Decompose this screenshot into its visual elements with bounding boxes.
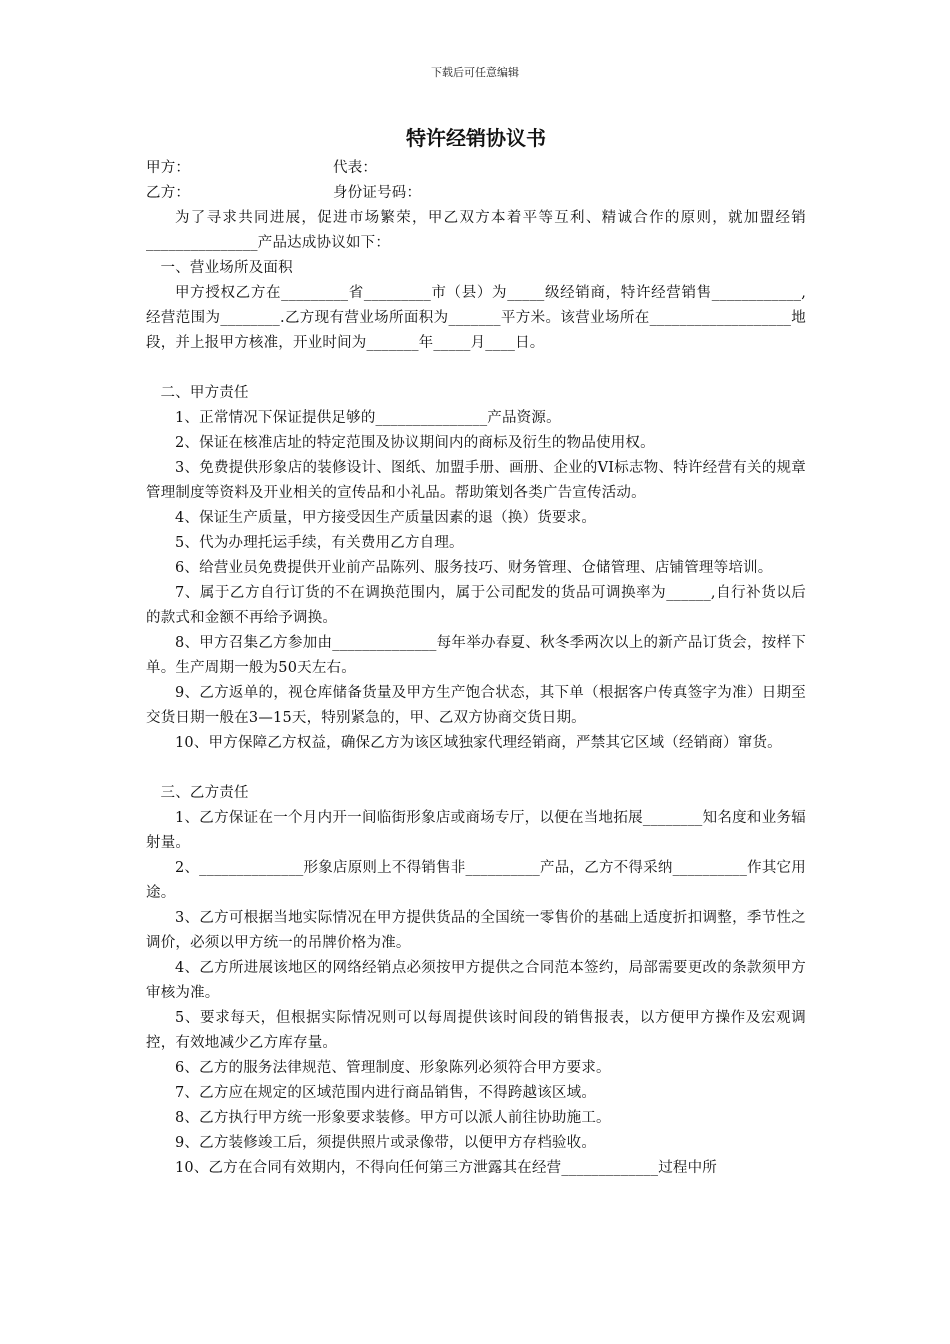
section3-item: 9、乙方装修竣工后，须提供照片或录像带，以便甲方存档验收。 [175, 1135, 597, 1151]
document-title: 特许经销协议书 [406, 126, 546, 150]
section2-item: 4、保证生产质量，甲方接受因生产质量因素的退（换）货要求。 [175, 510, 597, 526]
party-row-b [146, 181, 806, 206]
section3-item: 2、______________形象店原则上不得销售非__________产品，乙方不得采纳__________作其它用途。 [146, 860, 806, 901]
party-row-a [146, 156, 806, 181]
party-b-label: 乙方： [146, 185, 191, 201]
section2-item: 10、甲方保障乙方权益，确保乙方为该区域独家代理经销商，严禁其它区域（经销商）窜货。 [175, 735, 782, 751]
section3-item: 6、乙方的服务法律规范、管理制度、形象陈列必须符合甲方要求。 [175, 1060, 611, 1076]
section3-item: 4、乙方所进展该地区的网络经销点必须按甲方提供之合同范本签约，局部需要更改的条款须甲方审核为准。 [146, 960, 806, 1001]
section2-heading: 二、甲方责任 [160, 385, 249, 401]
section2-item: 3、免费提供形象店的装修设计、图纸、加盟手册、画册、企业的VI标志物、特许经营有关的规章管理制度等资料及开业相关的宣传品和小礼品。帮助策划各类广告宣传活动。 [146, 460, 806, 501]
section2-item: 6、给营业员免费提供开业前产品陈列、服务技巧、财务管理、仓储管理、店铺管理等培训。 [175, 560, 773, 576]
section2-item: 1、正常情况下保证提供足够的_______________产品资源。 [175, 410, 561, 426]
section3-item: 3、乙方可根据当地实际情况在甲方提供货品的全国统一零售价的基础上适度折扣调整，季节性之调价，必须以甲方统一的吊牌价格为准。 [146, 910, 806, 951]
id-number-label: 身份证号码： [333, 185, 422, 201]
representative-label: 代表： [333, 160, 378, 176]
section2-item: 7、属于乙方自行订货的不在调换范围内，属于公司配发的货品可调换率为______,自行补货以后的款式和金额不再给予调换。 [146, 585, 806, 626]
section2-item: 5、代为办理托运手续，有关费用乙方自理。 [175, 535, 464, 551]
section3-heading: 三、乙方责任 [160, 785, 249, 801]
section1-text: 甲方授权乙方在_________省_________市（县）为_____级经销商，特许经营销售____________,经营范围为________.乙方现有营业场所面积为_______平方米。该营业场所在___________________地段，并上报甲方核准，开业时间为_______年_____月____日。 [146, 285, 806, 351]
section3-item: 8、乙方执行甲方统一形象要求装修。甲方可以派人前往协助施工。 [175, 1110, 611, 1126]
intro-paragraph: 为了寻求共同进展，促进市场繁荣，甲乙双方本着平等互利、精诚合作的原则，就加盟经销_______________产品达成协议如下： [146, 210, 806, 251]
section2-item: 9、乙方返单的，视仓库储备货量及甲方生产饱合状态，其下单（根据客户传真签字为准）日期至交货日期一般在3—15天，特别紧急的，甲、乙双方协商交货日期。 [146, 685, 806, 726]
section3-item: 7、乙方应在规定的区域范围内进行商品销售，不得跨越该区域。 [175, 1085, 597, 1101]
header-note: 下载后可任意编辑 [431, 66, 519, 79]
section1-heading: 一、营业场所及面积 [160, 260, 293, 276]
section3-item: 5、要求每天，但根据实际情况则可以每周提供该时间段的销售报表，以方便甲方操作及宏观调控，有效地减少乙方库存量。 [146, 1010, 806, 1051]
section3-item: 1、乙方保证在一个月内开一间临街形象店或商场专厅，以便在当地拓展________知名度和业务辐射量。 [146, 810, 806, 851]
section3-item: 10、乙方在合同有效期内，不得向任何第三方泄露其在经营_____________过程中所 [175, 1160, 717, 1176]
party-a-label: 甲方： [146, 160, 191, 176]
section2-item: 2、保证在核准店址的特定范围及协议期间内的商标及衍生的物品使用权。 [175, 435, 655, 451]
section2-item: 8、甲方召集乙方参加由______________每年举办春夏、秋冬季两次以上的新产品订货会，按样下单。生产周期一般为50天左右。 [146, 635, 806, 676]
document-body [146, 124, 806, 1181]
